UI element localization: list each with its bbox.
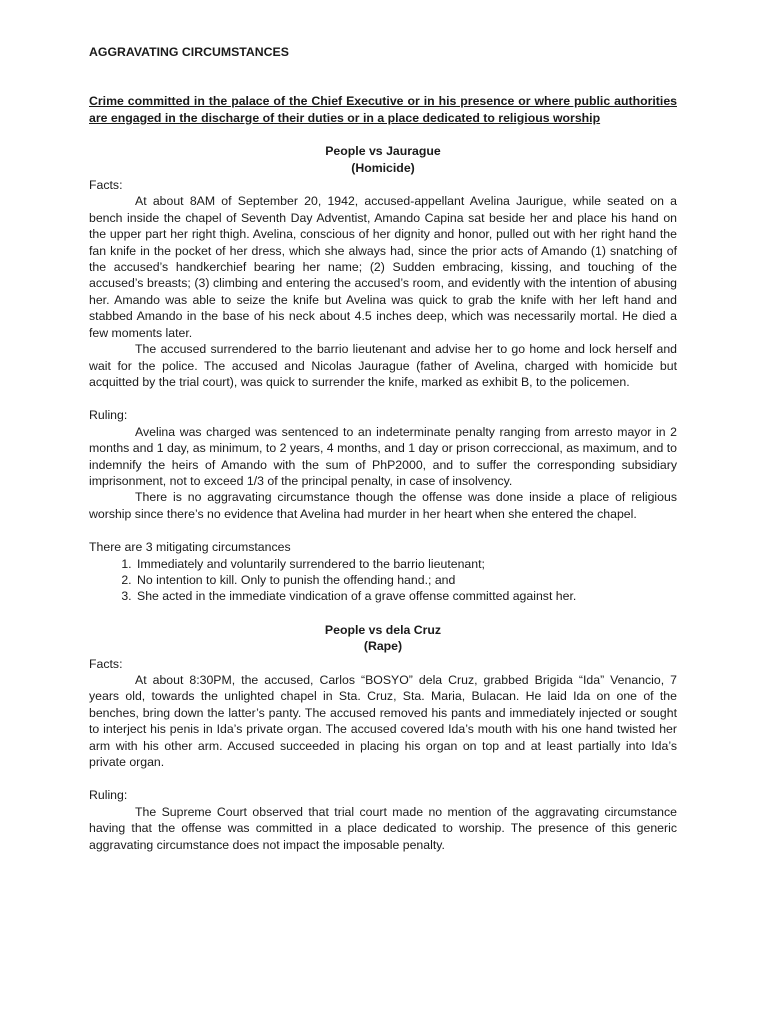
document-page [89, 44, 677, 853]
facts-paragraph: At about 8:30PM, the accused, Carlos “BOSYO” dela Cruz, grabbed Brigida “Ida” Venancio, 7 years old, towards the unlighted chapel in Sta. Cruz, Sta. Maria, Bulacan. He laid Ida on one of the benches, bring down the latter’s panty. The accused removed his pants and immediately injected or sought to interject his penis in Ida’s private organ. The accused covered Ida’s mouth with his one hand twisted her arm with his other arm. Accused succeeded in placing his organ on top and at least partially into Ida’s private organ. [89, 673, 677, 770]
facts-label: Facts: [89, 178, 123, 193]
list-item: 2. No intention to kill. Only to punish the offending hand.; and [135, 572, 677, 588]
mitigating-intro: There are 3 mitigating circumstances [89, 540, 291, 555]
ruling-paragraph: The Supreme Court observed that trial court made no mention of the aggravating circumstance having that the offense was committed in a place dedicated to worship. The presence of this generic aggravating circumstance does not impact the imposable penalty. [89, 804, 677, 852]
case-title: People vs dela Cruz [324, 622, 442, 637]
document-title: AGGRAVATING CIRCUMSTANCES [89, 45, 289, 59]
case-dela-cruz [89, 622, 677, 853]
case-title: People vs Jaurague [325, 144, 441, 159]
section-heading: Crime committed in the palace of the Chief Executive or in his presence or where public authorities are engaged in the discharge of their duties or in a place dedicated to religious worship [89, 94, 677, 125]
ruling-paragraph: Avelina was charged was sentenced to an indeterminate penalty ranging from arresto mayor in 2 months and 1 day, as minimum, to 2 years, 4 months, and 1 day or prison correccional, as maximum, and to indemnify the heirs of Amando with the sum of PhP2000, and to suffer the corresponding subsidiary imprisonment, not to exceed 1/3 of the principal penalty, in case of insolvency. [89, 424, 677, 488]
case-jaurague [89, 143, 677, 605]
ruling-label: Ruling: [89, 788, 128, 803]
facts-label: Facts: [89, 656, 123, 671]
case-crime: (Rape) [363, 639, 403, 654]
case-crime: (Homicide) [351, 160, 415, 175]
facts-paragraph: At about 8AM of September 20, 1942, accused-appellant Avelina Jaurigue, while seated on a bench inside the chapel of Seventh Day Adventist, Amando Capina sat beside her and place his hand on the upper part her right thigh. Avelina, conscious of her dignity and honor, pulled out with her right hand the fan knife in the pocket of her dress, which she always had, since the prior acts of Amando (1) snatching of the accused’s handkerchief bearing her name; (2) Sudden embracing, kissing, and touching of the accused’s breasts; (3) climbing and entering the accused’s room, and evidently with the intention of abusing her. Amando was able to seize the knife but Avelina was quick to grab the knife with her left hand and stabbed Amando in the base of his neck about 4.5 inches deep, which was necessarily mortal. He died a few moments later. [89, 194, 677, 340]
ruling-label: Ruling: [89, 408, 128, 423]
ruling-paragraph: There is no aggravating circumstance though the offense was done inside a place of religious worship since there’s no evidence that Avelina had murder in her heart when she entered the chapel. [89, 490, 677, 521]
list-item: 1. Immediately and voluntarily surrendered to the barrio lieutenant; [135, 556, 677, 572]
facts-paragraph: The accused surrendered to the barrio lieutenant and advise her to go home and lock herself and wait for the police. The accused and Nicolas Jaurague (father of Avelina, charged with homicide but acquitted by the trial court), was quick to surrender the knife, marked as exhibit B, to the policemen. [89, 342, 677, 389]
list-item: 3. She acted in the immediate vindication of a grave offense committed against her. [135, 588, 677, 604]
mitigating-list [89, 556, 677, 605]
